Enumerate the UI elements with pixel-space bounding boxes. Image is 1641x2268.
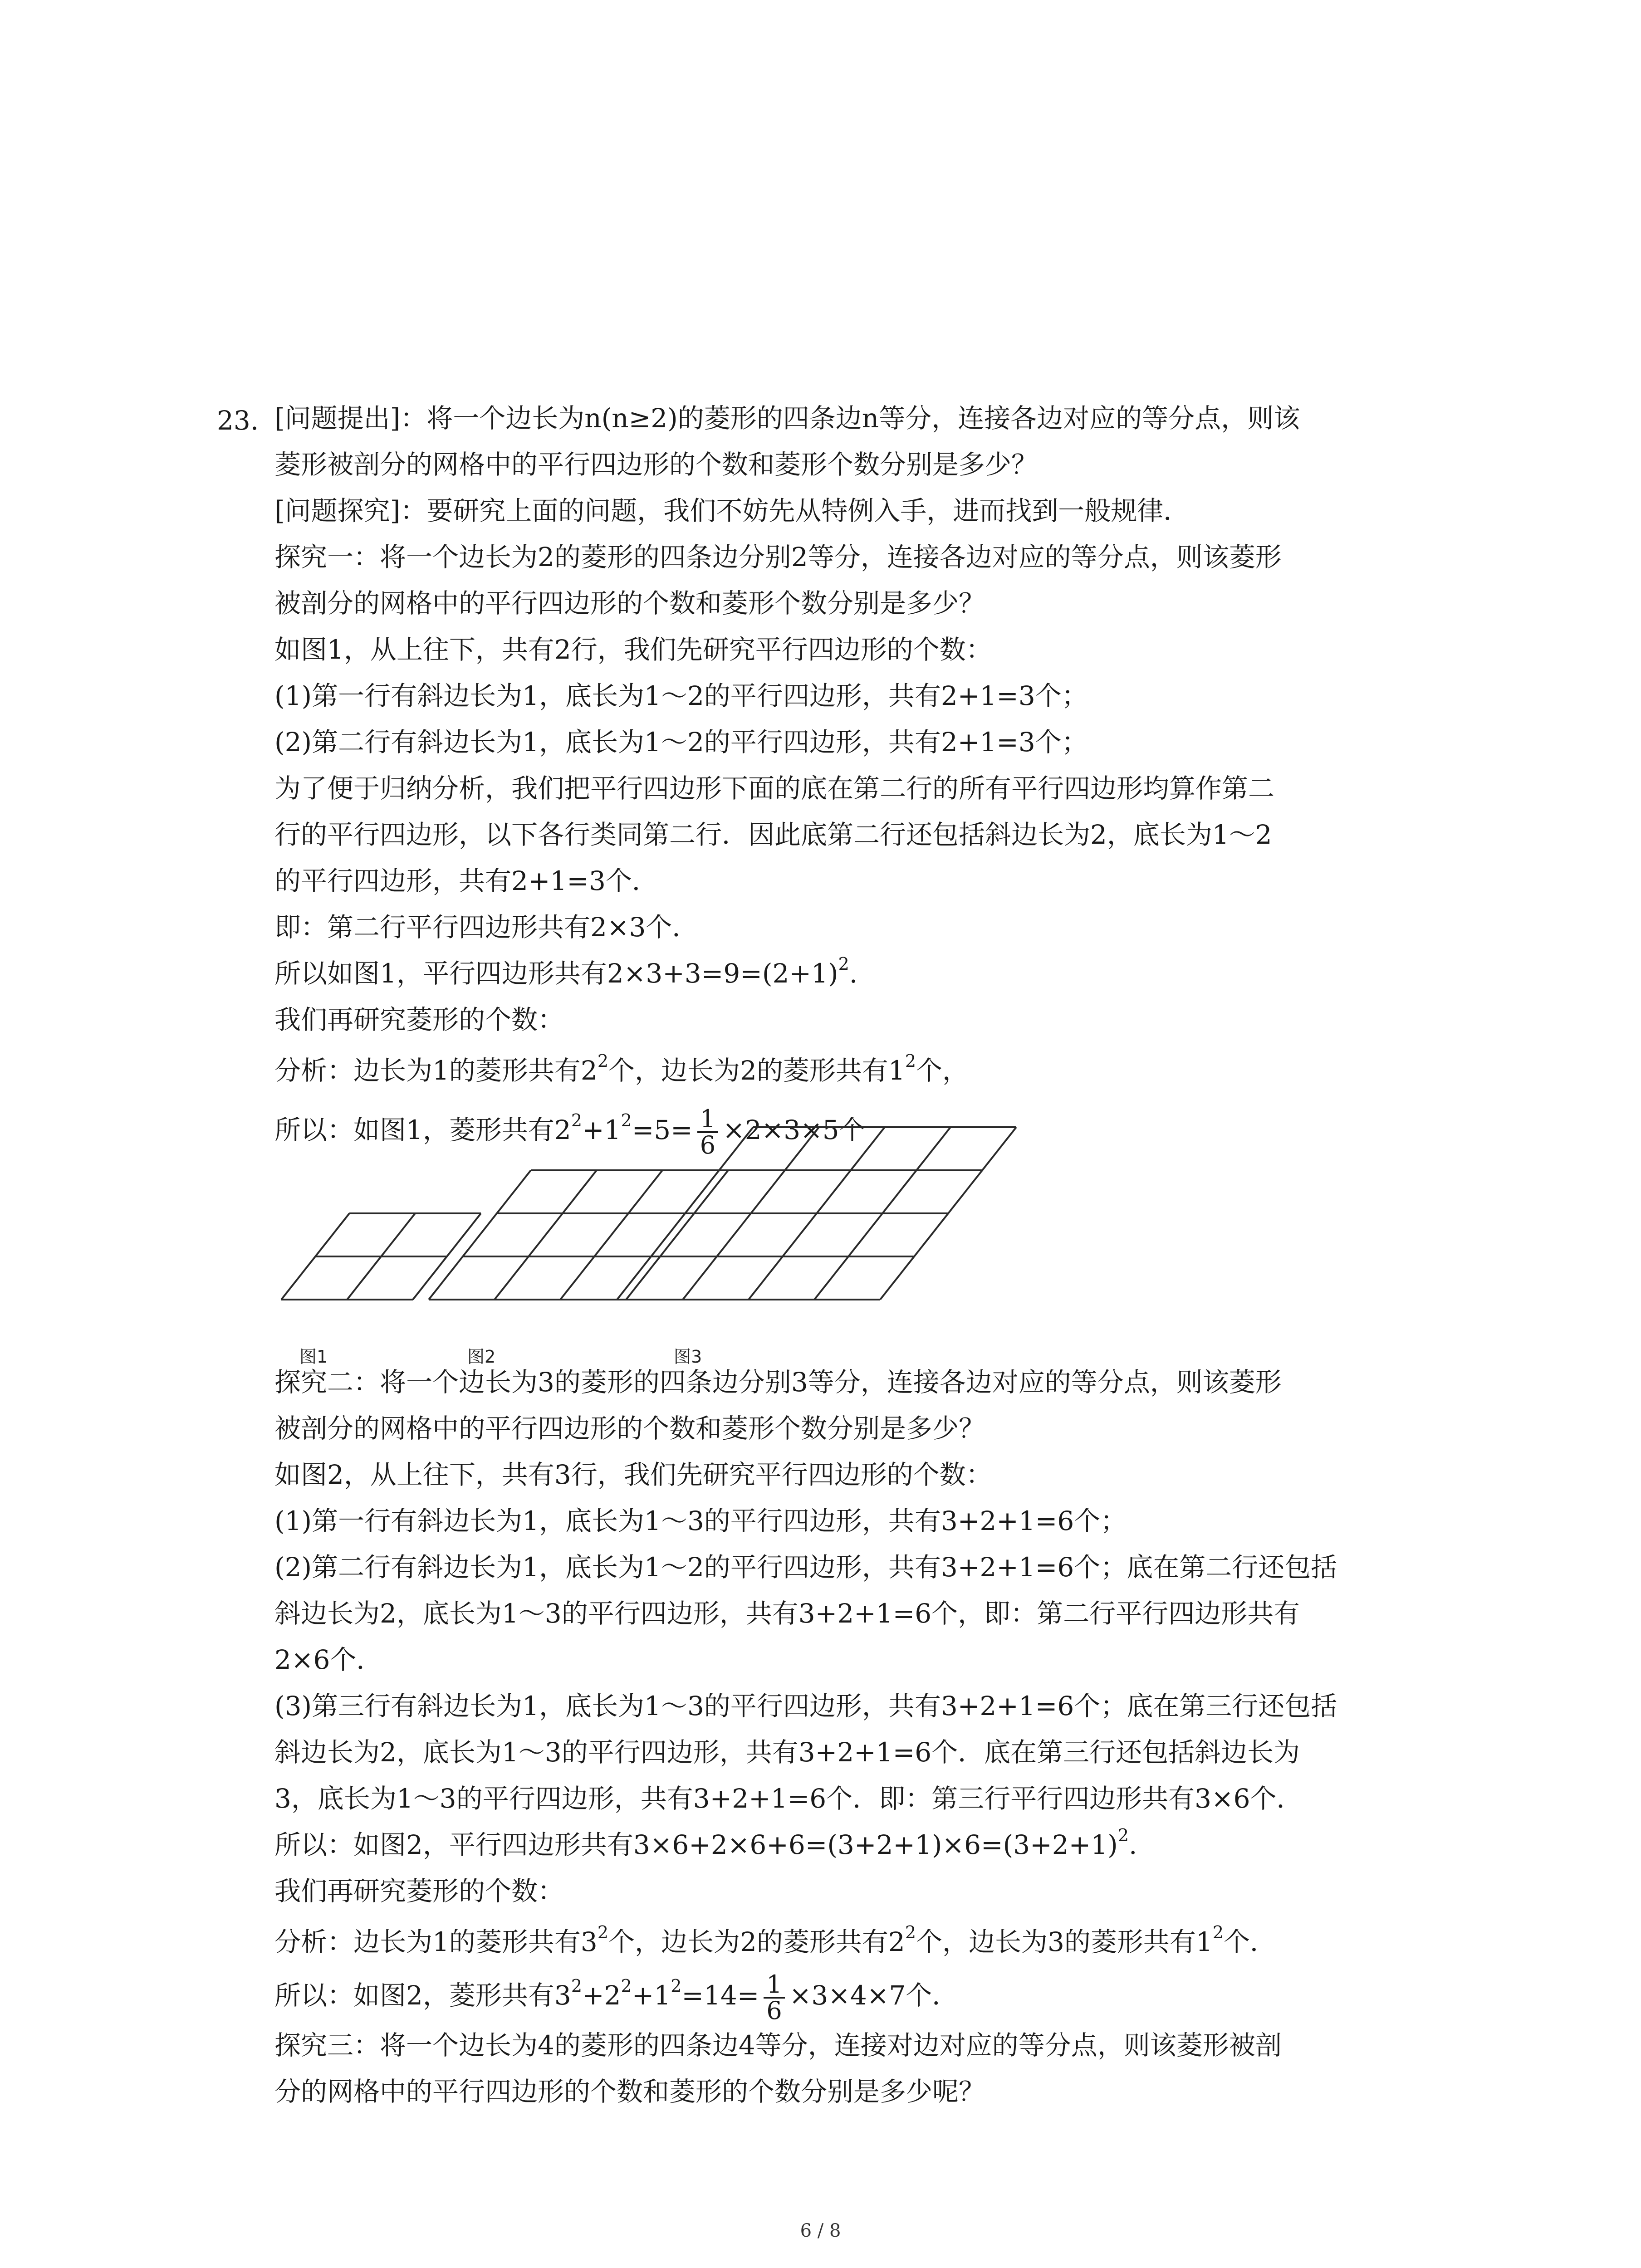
grid-line [429, 1170, 531, 1300]
text-segment: 个． [1224, 1926, 1277, 1957]
text-line: 分的网格中的平行四边形的个数和菱形的个数分别是多少呢？ [274, 2076, 985, 2107]
superscript: 2 [1212, 1922, 1224, 1942]
superscript: 2 [838, 954, 849, 974]
superscript: 2 [905, 1922, 916, 1942]
text-line: 被剖分的网格中的平行四边形的个数和菱形个数分别是多少？ [274, 1413, 985, 1444]
rhombus-grid-figure-1 [281, 1213, 481, 1300]
text-segment: 个， [916, 1055, 969, 1086]
text-segment: 所以如图1，平行四边形共有2×3+3=9=(2+1) [274, 958, 838, 989]
text-segment: +1 [632, 1980, 671, 2011]
grid-line [560, 1170, 662, 1300]
text-segment: ×2×3×5个 [723, 1114, 866, 1146]
text-line: 我们再研究菱形的个数： [274, 1004, 564, 1035]
text-segment: 分析：边长为1的菱形共有3 [274, 1926, 598, 1957]
text-line: 我们再研究菱形的个数： [274, 1876, 564, 1906]
text-segment: 个，边长为2的菱形共有1 [608, 1055, 905, 1086]
figure-2-caption: 图2 [467, 1347, 496, 1367]
text-segment: 个，边长为3的菱形共有1 [916, 1926, 1213, 1957]
figure-1-caption: 图1 [299, 1347, 328, 1367]
text-segment: 所以：如图1，菱形共有2 [274, 1114, 571, 1146]
text-line: [问题探究]：要研究上面的问题，我们不妨先从特例入手，进而找到一般规律． [274, 495, 1190, 526]
text-line: 斜边长为2，底长为1～3的平行四边形，共有3+2+1=6个，即：第二行平行四边形共有 [274, 1598, 1300, 1629]
text-line: [问题提出]：将一个边长为n(n≥2)的菱形的四条边n等分，连接各边对应的等分点，则该 [274, 403, 1300, 434]
superscript: 2 [597, 1051, 608, 1071]
text-line: (3)第三行有斜边长为1，底长为1～3的平行四边形，共有3+2+1=6个；底在第三行还包括 [274, 1691, 1337, 1721]
text-line: 被剖分的网格中的平行四边形的个数和菱形个数分别是多少？ [274, 588, 985, 619]
text-line [274, 1922, 1277, 1957]
superscript: 2 [1117, 1825, 1129, 1845]
text-line: 为了便于归纳分析，我们把平行四边形下面的底在第二行的所有平行四边形均算作第二 [274, 773, 1275, 804]
text-segment: +1 [582, 1114, 621, 1146]
text-segment: ×3×4×7个． [789, 1980, 959, 2011]
formula-line [274, 1972, 958, 2023]
text-line: (2)第二行有斜边长为1，底长为1～2的平行四边形，共有3+2+1=6个；底在第二行还包括 [274, 1552, 1337, 1583]
text-segment: +2 [582, 1980, 621, 2011]
text-line: 探究三：将一个边长为4的菱形的四条边4等分，连接对边对应的等分点，则该菱形被剖 [274, 2030, 1282, 2061]
fraction-denominator: 6 [766, 1996, 782, 2025]
superscript: 2 [621, 1976, 632, 1996]
text-line: (2)第二行有斜边长为1，底长为1～2的平行四边形，共有2+1=3个； [274, 727, 1088, 758]
text-segment: =5= [632, 1114, 693, 1146]
grid-line [495, 1170, 597, 1300]
superscript: 2 [621, 1110, 632, 1131]
fraction-numerator: 1 [764, 1972, 784, 1999]
fraction [764, 1972, 784, 2023]
text-line: 探究二：将一个边长为3的菱形的四条边分别3等分，连接各边对应的等分点，则该菱形 [274, 1367, 1282, 1398]
text-line: (1)第一行有斜边长为1，底长为1～3的平行四边形，共有3+2+1=6个； [274, 1505, 1127, 1536]
fraction-numerator: 1 [697, 1107, 718, 1133]
text-line: 行的平行四边形，以下各行类同第二行．因此底第二行还包括斜边长为2，底长为1～2 [274, 819, 1272, 850]
text-line: 斜边长为2，底长为1～3的平行四边形，共有3+2+1=6个．底在第三行还包括斜边长为 [274, 1737, 1300, 1768]
text-line: 如图2，从上往下，共有3行，我们先研究平行四边形的个数： [274, 1459, 992, 1490]
fraction-denominator: 6 [700, 1131, 716, 1159]
text-line: (1)第一行有斜边长为1，底长为1～2的平行四边形，共有2+1=3个； [274, 680, 1088, 711]
superscript: 2 [571, 1110, 582, 1131]
text-segment: 个，边长为2的菱形共有2 [608, 1926, 905, 1957]
grid-line [626, 1170, 728, 1300]
text-segment: =14= [681, 1980, 759, 2011]
text-line: 如图1，从上往下，共有2行，我们先研究平行四边形的个数： [274, 634, 992, 665]
text-line [274, 1825, 1137, 1860]
superscript: 2 [671, 1976, 682, 1996]
rhombus-grid-figure-2 [429, 1170, 728, 1300]
text-line: 即：第二行平行四边形共有2×3个． [274, 912, 699, 943]
text-line: 2×6个． [274, 1644, 383, 1675]
superscript: 2 [905, 1051, 916, 1071]
figure-3-caption: 图3 [674, 1347, 702, 1367]
page-number: 6 / 8 [800, 2220, 841, 2241]
text-line: 的平行四边形，共有2+1=3个． [274, 865, 658, 896]
question-number: 23. [217, 405, 259, 436]
text-segment: 所以：如图2，菱形共有3 [274, 1980, 571, 2011]
text-segment: 所以：如图2，平行四边形共有3×6+2×6+6=(3+2+1)×6=(3+2+1) [274, 1829, 1118, 1860]
superscript: 2 [571, 1976, 582, 1996]
text-segment: 分析：边长为1的菱形共有2 [274, 1055, 598, 1086]
text-line: 菱形被剖分的网格中的平行四边形的个数和菱形个数分别是多少？ [274, 449, 1038, 480]
text-segment: . [1129, 1829, 1137, 1860]
text-segment: . [849, 958, 858, 989]
superscript: 2 [597, 1922, 608, 1942]
text-line: 3，底长为1～3的平行四边形，共有3+2+1=6个．即：第三行平行四边形共有3×6个． [274, 1783, 1303, 1814]
text-line: 探究一：将一个边长为2的菱形的四条边分别2等分，连接各边对应的等分点，则该菱形 [274, 542, 1282, 572]
